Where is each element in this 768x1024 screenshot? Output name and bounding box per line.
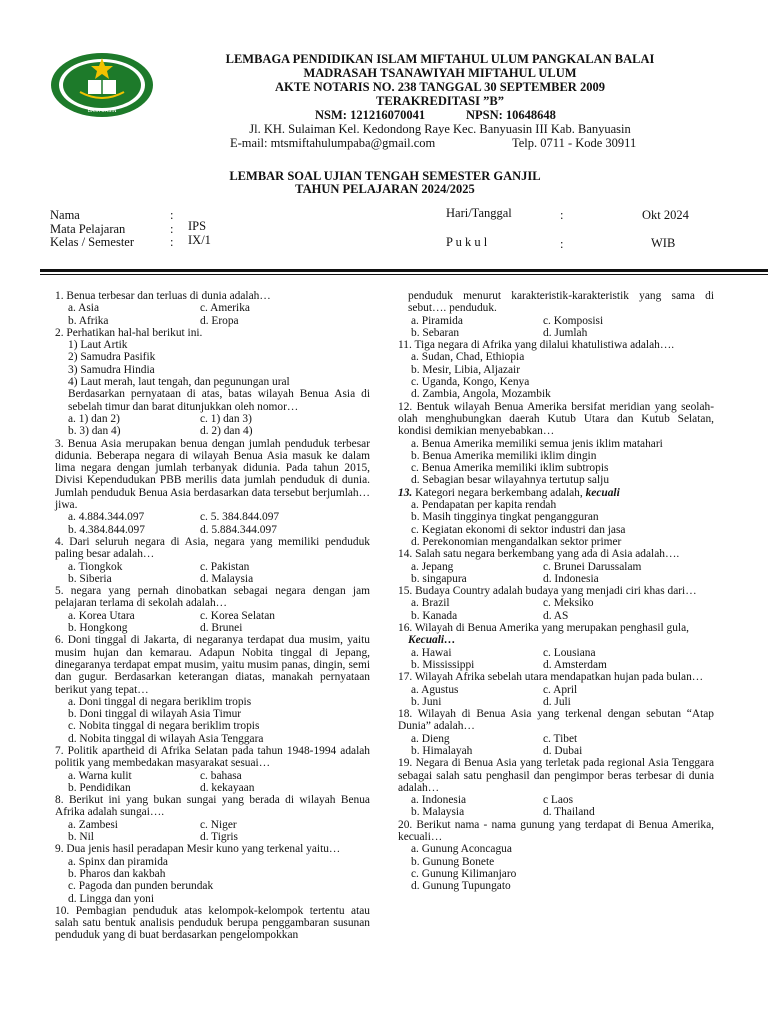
question-text: 7. Politik apartheid di Afrika Selatan pada tahun 1948-1994 adalah politik yang membedakan masyarakat sesuai…	[55, 744, 370, 770]
option-d: d. Juli	[543, 695, 571, 708]
option-c: c. Benua Amerika memiliki iklim subtropis	[411, 462, 609, 475]
question-text: 14. Salah satu negara berkembang yang ada di Asia adalah….	[398, 548, 680, 561]
option-d: d. kekayaan	[200, 781, 255, 794]
question-text	[398, 487, 714, 499]
question-16	[398, 622, 714, 671]
option-c: c. Meksiko	[543, 597, 594, 610]
option-a: a. Benua Amerika memiliki semua jenis iklim matahari	[411, 437, 663, 450]
option-d: d. Malaysia	[200, 572, 254, 585]
question-text: 8. Berikut ini yang bukan sungai yang berada di wilayah Benua Afrika adalah sungai….	[55, 794, 370, 819]
question-11	[398, 339, 714, 400]
option-b: b. Sebaran	[411, 326, 460, 339]
option-a: a. Tiongkok	[68, 560, 123, 573]
kelas-colon: :	[170, 235, 174, 249]
nama-label: Nama	[50, 208, 80, 222]
option-b: b. Mississippi	[411, 658, 475, 671]
option-a: a. Dieng	[411, 732, 450, 745]
option-c: c. Korea Selatan	[200, 609, 275, 622]
hari-colon: :	[560, 208, 564, 222]
question-8	[55, 794, 370, 843]
school-address: Jl. KH. Sulaiman Kel. Kedondong Raye Kec. Banyuasin III Kab. Banyuasin	[249, 122, 631, 136]
nama-colon: :	[170, 208, 174, 222]
exam-title-line1: LEMBAR SOAL UJIAN TENGAH SEMESTER GANJIL	[229, 169, 541, 183]
statement-2: 2) Samudra Pasifik	[68, 351, 156, 364]
kelas-label: Kelas / Semester	[50, 235, 135, 249]
question-number: 13.	[398, 486, 413, 499]
option-a: a. Agustus	[411, 683, 459, 696]
exam-title-line2: TAHUN PELAJARAN 2024/2025	[295, 182, 475, 196]
option-c: c. 1) dan 3)	[200, 412, 252, 425]
question-10	[55, 905, 370, 942]
option-b: b. Kanada	[411, 609, 458, 622]
option-d: d. Lingga dan yoni	[68, 892, 155, 905]
option-a: a. Korea Utara	[68, 609, 135, 622]
option-b: b. Doni tinggal di wilayah Asia Timur	[68, 708, 242, 721]
question-text: 5. negara yang pernah dinobatkan sebagai negara dengan jam pelajaran terlama di sekolah adalah…	[55, 585, 370, 610]
question-text: 4. Dari seluruh negara di Asia, negara yang memiliki penduduk paling besar adalah…	[55, 535, 370, 561]
option-d: d. Jumlah	[543, 326, 588, 339]
option-a: a. Indonesia	[411, 794, 467, 807]
questions-right-column	[398, 290, 714, 893]
statement-1: 1) Laut Artik	[68, 339, 128, 352]
option-d: d. Dubai	[543, 744, 583, 757]
exam-title	[160, 170, 610, 196]
option-c: c. Brunei Darussalam	[543, 560, 642, 573]
hari-value: Okt 2024	[642, 208, 689, 222]
header-rule-thin	[40, 274, 768, 275]
question-text: 2. Perhatikan hal-hal berikut ini.	[55, 326, 203, 339]
question-6	[55, 634, 370, 745]
question-9	[55, 843, 370, 904]
option-a: a. Brazil	[411, 597, 450, 610]
option-b: b. Gunung Bonete	[411, 855, 495, 868]
question-text: 6. Doni tinggal di Jakarta, di negaranya terdapat dua musim, yaitu musim hujan dan kemarau. Adapun Nobita tinggal di Jepang, dinegaranya terdapat empat musim, yaitu musim panas, dingin, semi dan gugur. Berdasarkan keterangan diatas, manakah pernyataan berikut yang tepat…	[55, 634, 370, 696]
questions-left-column	[55, 290, 370, 942]
option-d: d. Tigris	[200, 831, 238, 844]
option-d: d. 5.884.344.097	[200, 523, 277, 536]
option-b: b. 4.384.844.097	[68, 523, 145, 536]
logo-text: BANYUASIN	[87, 108, 117, 114]
option-d: d. Sebagian besar wilayahnya tertutup salju	[411, 474, 610, 487]
option-d: d. Brunei	[200, 622, 243, 635]
option-a: a. 1) dan 2)	[68, 412, 120, 425]
option-c: c. Tibet	[543, 732, 578, 745]
question-text: 1. Benua terbesar dan terluas di dunia adalah…	[55, 290, 271, 302]
option-a: a. Doni tinggal di negara beriklim tropis	[68, 695, 252, 708]
option-b: b. Afrika	[68, 314, 109, 327]
question-5	[55, 585, 370, 634]
mapel-label: Mata Pelajaran	[50, 222, 126, 236]
option-a: a. 4.884.344.097	[68, 511, 145, 524]
option-c: c. 5. 384.844.097	[200, 511, 280, 524]
school-email: E-mail: mtsmiftahulumpaba@gmail.com	[230, 136, 436, 150]
option-c: c. Pakistan	[200, 560, 250, 573]
option-b: b. singapura	[411, 572, 467, 585]
question-text: 11. Tiga negara di Afrika yang dilalui khatulistiwa adalah….	[398, 339, 675, 352]
question-text: 17. Wilayah Afrika sebelah utara mendapatkan hujan pada bulan…	[398, 671, 704, 684]
option-a: a. Asia	[68, 302, 100, 315]
question-text: 12. Bentuk wilayah Benua Amerika bersifat meridian yang seolah-olah menghubungkan daerah Kutub Utara dan Kutub Selatan, kondisi demikian menyebabkan…	[398, 400, 714, 438]
question-text: penduduk menurut karakteristik-karakteristik yang sama di sebut…. penduduk.	[408, 290, 714, 315]
option-b: b. Malaysia	[411, 806, 465, 819]
option-a: a. Warna kulit	[68, 769, 132, 782]
school-logo	[50, 52, 154, 118]
question-3	[55, 438, 370, 536]
option-b: b. 3) dan 4)	[68, 425, 121, 438]
question-2	[55, 327, 370, 438]
question-text: 3. Benua Asia merupakan benua dengan jumlah penduduk terbesar didunia. Beberapa negara di wilayah Benua Asia masuk ke dalam lima negara dengan jumlah terbanyak didunia. Pada tahun 2015, Divisi Kependudukan PBB merilis data jumlah penduduk di dunia. Jumlah penduduk Benua Asia berdasarkan data tersebut berjumlah… jiwa.	[55, 437, 370, 512]
option-a: a. Hawai	[411, 646, 452, 659]
question-text: 18. Wilayah di Benua Asia yang terkenal dengan sebutan “Atap Dunia” adalah…	[398, 708, 714, 733]
question-20	[398, 819, 714, 893]
question-13	[398, 487, 714, 548]
question-emphasis: kecuali	[585, 486, 620, 499]
notary-deed: AKTE NOTARIS NO. 238 TANGGAL 30 SEPTEMBER 2009	[275, 80, 605, 94]
option-c: c. Kegiatan ekonomi di sektor industri dan jasa	[411, 523, 626, 536]
option-b: b. Pharos dan kakbah	[68, 867, 166, 880]
school-phone: Telp. 0711 - Kode 30911	[512, 136, 637, 150]
option-d: d. Gunung Tupungato	[411, 880, 511, 893]
option-b: b. Pendidikan	[68, 781, 131, 794]
question-15	[398, 585, 714, 622]
option-b: b. Benua Amerika memiliki iklim dingin	[411, 449, 597, 462]
option-a: a. Spinx dan piramida	[68, 855, 168, 868]
option-a: a. Zambesi	[68, 818, 118, 831]
question-1	[55, 290, 370, 327]
question-text: 9. Dua jenis hasil peradapan Mesir kuno yang terkenal yaitu…	[55, 843, 341, 856]
question-18	[398, 708, 714, 757]
question-text: 20. Berikut nama - nama gunung yang terdapat di Benua Amerika, kecuali…	[398, 818, 714, 844]
option-a: a. Piramida	[411, 314, 463, 327]
nsm-number: NSM: 121216070041	[315, 108, 426, 122]
hari-label: Hari/Tanggal	[446, 206, 512, 220]
option-c: c. Lousiana	[543, 646, 596, 659]
question-14	[398, 548, 714, 585]
pukul-label: P u k u l	[446, 235, 488, 249]
header-rule-thick	[40, 269, 768, 272]
question-text: 10. Pembagian penduduk atas kelompok-kelompok tertentu atau salah satu bentuk analisis penduduk berupa penggambaran susunan penduduk yang di buat berdasarkan pengelompokkan	[55, 904, 370, 942]
option-b: b. Hongkong	[68, 622, 128, 635]
option-c: c Laos	[543, 794, 574, 807]
option-c: c. Amerika	[200, 302, 250, 315]
question-text-2: Berdasarkan pernyataan di atas, batas wilayah Benua Asia di sebelah timur dan barat ditunjukkan oleh nomor…	[68, 388, 370, 413]
accreditation: TERAKREDITASI ”B”	[376, 94, 504, 108]
option-b: b. Nil	[68, 831, 94, 844]
school-name: MADRASAH TSANAWIYAH MIFTAHUL ULUM	[303, 66, 577, 80]
option-a: a. Gunung Aconcagua	[411, 843, 512, 856]
option-c: c. Gunung Kilimanjaro	[411, 867, 517, 880]
kelas-value: IX/1	[188, 233, 211, 247]
option-c: c. Pagoda dan punden berundak	[68, 880, 214, 893]
question-7	[55, 745, 370, 794]
question-19	[398, 757, 714, 818]
pukul-value: WIB	[651, 236, 676, 250]
option-a: a. Sudan, Chad, Ethiopia	[411, 351, 525, 364]
option-c: c. Uganda, Kongo, Kenya	[411, 376, 530, 389]
option-b: b. Siberia	[68, 572, 112, 585]
pukul-colon: :	[560, 237, 564, 251]
question-17	[398, 671, 714, 708]
option-d: d. Zambia, Angola, Mozambik	[411, 388, 551, 401]
mapel-colon: :	[170, 222, 174, 236]
option-d: d. AS	[543, 609, 569, 622]
option-a: a. Jepang	[411, 560, 454, 573]
statement-4: 4) Laut merah, laut tengah, dan pegunungan ural	[68, 376, 290, 389]
question-text: 19. Negara di Benua Asia yang terletak pada regional Asia Tenggara sebagai salah satu penghasil dan pengimpor beras terbesar di dunia adalah…	[398, 757, 714, 794]
option-d: d. Nobita tinggal di wilayah Asia Tenggara	[68, 732, 264, 745]
question-text: 16. Wilayah di Benua Amerika yang merupakan penghasil gula,	[398, 622, 689, 635]
question-body: Kategori negara berkembang adalah,	[412, 486, 586, 499]
option-c: c. April	[543, 683, 578, 696]
option-a: a. Pendapatan per kapita rendah	[411, 499, 557, 512]
option-c: c. Komposisi	[543, 314, 604, 327]
option-b: b. Juni	[411, 695, 442, 708]
option-d: d. Perekonomian mengandalkan sektor primer	[411, 535, 622, 548]
letterhead	[215, 52, 665, 108]
option-d: d. Indonesia	[543, 572, 599, 585]
option-b: b. Himalayah	[411, 744, 473, 757]
option-c: c. bahasa	[200, 769, 242, 782]
question-text: 15. Budaya Country adalah budaya yang menjadi ciri khas dari…	[398, 585, 697, 598]
option-c: c. Nobita tinggal di negara beriklim tropis	[68, 720, 260, 733]
option-d: d. Eropa	[200, 314, 239, 327]
statement-3: 3) Samudra Hindia	[68, 363, 155, 376]
npsn-number: NPSN: 10648648	[466, 108, 556, 122]
mapel-value: IPS	[188, 219, 207, 233]
question-12	[398, 401, 714, 487]
option-b: b. Masih tingginya tingkat pengangguran	[411, 511, 599, 524]
option-c: c. Niger	[200, 818, 237, 831]
question-10-continued	[398, 290, 714, 339]
institution-name: LEMBAGA PENDIDIKAN ISLAM MIFTAHUL ULUM PANGKALAN BALAI	[225, 52, 655, 66]
option-d: d. Amsterdam	[543, 658, 607, 671]
option-d: d. 2) dan 4)	[200, 425, 253, 438]
option-d: d. Thailand	[543, 806, 595, 819]
option-b: b. Mesir, Libia, Aljazair	[411, 363, 520, 376]
question-emphasis: Kecuali…	[408, 634, 456, 647]
question-4	[55, 536, 370, 585]
